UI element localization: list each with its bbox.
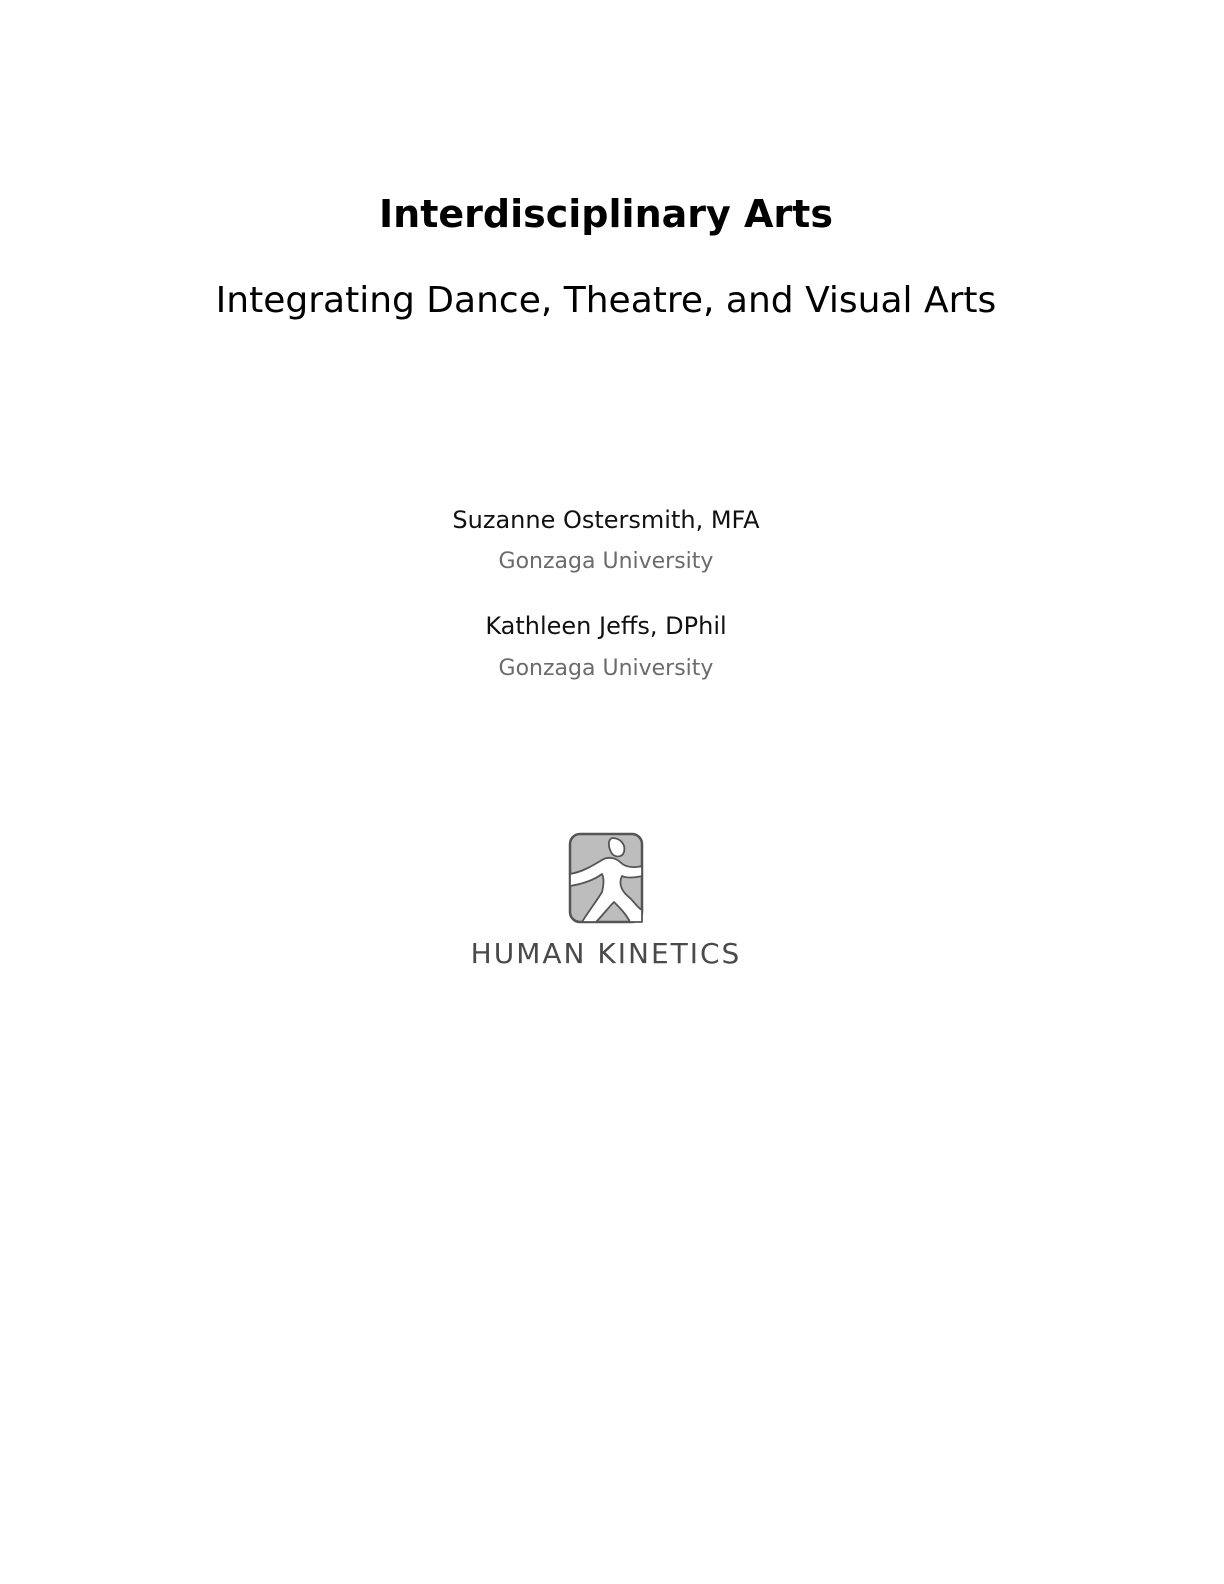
book-subtitle: Integrating Dance, Theatre, and Visual Arts (215, 280, 997, 321)
running-figure-icon (568, 832, 644, 924)
author-affiliation: Gonzaga University (498, 656, 714, 681)
publisher-name: HUMAN KINETICS (470, 937, 742, 970)
author-name: Kathleen Jeffs, DPhil (485, 612, 727, 640)
author-name: Suzanne Ostersmith, MFA (452, 506, 760, 534)
book-title: Interdisciplinary Arts (379, 192, 833, 236)
author-affiliation: Gonzaga University (498, 549, 714, 574)
